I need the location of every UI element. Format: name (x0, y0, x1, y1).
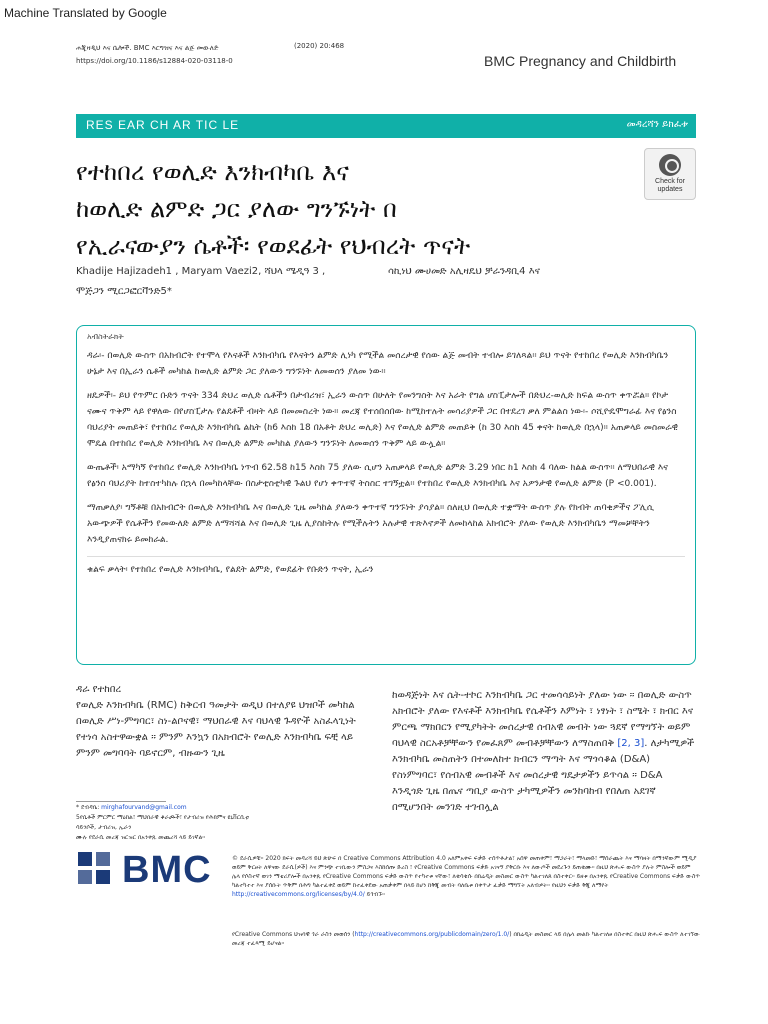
footnote-divider (76, 801, 166, 802)
abstract-conclusions: ማጠቃለያ፡ ግኝቶቹ በአክብሮት በወሊድ እንክብካቤ እና በወሊድ ጊዜ መካከል ያለውን ቀጥተኛ ግንኙነት ያሳያል። ስለዚህ በወሊድ ተቋማት ውስጥ ያሉ የክብት ጠባቂዎችና ፖሊሲ አውጭዎች የሴቶችን የመውለድ ልምድ ለማሻሻል እና በወሊድ ጊዜ ሊያስከትሉ የሚችሉትን አሉታዊ ተጽእኖዎች ለመከላከል አክብሮት ያለው የወሊድ እንክብካቤን ማመቻቸትን እንዲያጠናክሩ ይመከራል. (87, 503, 655, 545)
bmc-logo (76, 846, 236, 896)
translation-banner (0, 0, 768, 30)
license-body: © ደራሲዎቹ። 2020 ክፍት መዳረሻ ይህ ጽሁፍ በ Creative Commons Attribution 4.0 አለምአቀፍ ፍቃድ ተሰጥቶታል፣ አሰዋ መጠቀም፣ ማጋራት፣ ማላመድ፣ ማሰራጨት እና ማባዛት በማንኛውም ሚዲያ ወይም ቅርፀት ለዋናው ደራሲ(ዎች) እና ምንጭ ተገቢውን ምስጋና እስከሰጡ ድረስ ፣ የCreative Commons ፍቃድ አገናኝ ያቅርቡ እና ለውጦች መደረጉን ይጠቁሙ። በዚህ ጽሑፍ ውስጥ ያሉት ምስሎች ወይም ሌላ የሶስተኛ ወገን ማቴሪያሎች በአንቀጹ የCreative Commons ፍቃድ ውስጥ የተካተቱ ናቸው፣ ለቁሳቁሱ በክሬዲት መስመር ውስጥ ካልተገለጸ በስተቀር። ይዘቱ በአንቀጹ የCreative Commons ፍቃድ ውስጥ ካልተካተተ እና ያሰቡት ጥቅም በሕግ ካልተፈቀደ ወይም ከተፈቀደው አጠቃቀም በላይ ከሆነ ከቅጂ መብት ባለቤቱ በቀጥታ ፈቃድ ማግኘት አለብዎት። የዚህን ፍቃድ ቅጂ ለማየት (232, 855, 700, 889)
check-updates-line2: updates (657, 186, 683, 193)
authors-part3: ሞጅጋን ሚርጋፎርቫንድ5* (76, 286, 172, 297)
check-updates-line1: Check for (655, 178, 685, 185)
abstract-keywords: ቁልፍ ቃላት፡ የተከበረ የወሊድ እንክብካቤ, የልደት ልምድ, የወደፊት የቡድን ጥናት, ኢራን (87, 565, 374, 575)
reference-link[interactable]: [2, 3] (617, 738, 645, 749)
journal-name: BMC Pregnancy and Childbirth (484, 53, 677, 69)
footnotes (76, 803, 376, 843)
public-domain-url-link[interactable]: http://creativecommons.org/publicdomain/zero/1.0/ (354, 931, 510, 938)
body-left-column: ዳራ የተከበረ የወሊድ እንክብካቤ (RMC) ከቅርብ ዓመታት ወዲህ በተለያዩ ህዝቦች መካከል በወሊድ ሥነ-ምግባር፣ ስነ-ልቦናዊ፣ ማህበራዊ እና ባህላዊ ጉዳዮች አስፈላጊነት የተነሳ አስተዋውቋል ። ምንም እንኳን በአክብሮት የወሊድ እንክብካቤ ፍቺ ላይ ምንም መግባባት ባይኖርም, ብዙውን ጊዜ (76, 684, 356, 759)
public-domain-pre: የCreative Commons ህዝባዊ ጎራ ራስን መወሰን ( (232, 931, 355, 938)
bmc-logo-mark-icon (76, 846, 120, 896)
authors-part2: ሳኪነህ ሙሀመድ አሊዛዴህ ቻራንዳቢ4 እና (388, 266, 540, 277)
abstract-box (76, 325, 696, 665)
title-line: የተከበረ የወሊድ እንክብካቤ እና (76, 158, 350, 186)
banner-text: Machine Translated by Google (4, 6, 167, 20)
email-label: * ደብዳቤ: (76, 804, 102, 811)
title-line: ከወሊድ ልምድ ጋር ያለው ግንኙነት በ (76, 195, 397, 223)
check-for-updates-button[interactable] (644, 148, 696, 200)
article-title (76, 154, 636, 265)
footnote-affiliation: 5የሴቶች ምርምር ማዕከል፣ ማህበራዊ ቆራጮች፣ የታብሪዝ የሕክምና ዩኒቨርሲቲ (76, 814, 249, 821)
abstract-divider (87, 556, 685, 557)
article-type-bar (76, 114, 696, 138)
citation-year: (2020) 20:468 (294, 42, 345, 50)
abstract-heading: አብስትራክት (87, 332, 124, 341)
abstract-background: ዳራ፡- በወሊድ ውስጥ በአክብሮት የተሞላ የእናቶች እንክብካቤ የእናትን ልምድ ሊነካ የሚችል መሰረታዊ የሰው ልጅ መብት ተብሎ ይገለጻል። ይህ ጥናት የተከበረ የወሊድ እንክብካቤን ሁኔታ እና በኢራን ሴቶች መካከል ከወሊድ ልምድ ጋር ያለውን ግንኙነት ለመወሰን ያለመ ነው። (87, 351, 669, 377)
body-right-text-cont: . ለታካሚዎች እንክብካቤ መስጠትን በተመለከተ ክብርን ማጣት እና ማጎሳቆል (D&A) የስነምግባር፣ የሰብአዊ መብቶች እና መሰረታዊ ግዴታዎችን ይጥሳል ። D&A እንዲጎድ ጊዜ በጤና ጣቢያ ውስጥ ታካሚዎችን መንከባከብ የበለጠ አደገኛ በሚሆንበት መንገድ ተገብሏል (392, 738, 695, 813)
footnote-email-row (76, 803, 376, 813)
bmc-logo-text: BMC (122, 849, 212, 891)
email-link[interactable]: mirghafourvand@gmail.com (101, 804, 187, 811)
footnote-affiliation-cont: ሳይንሶች, ታብሪዝ, ኢራን (76, 824, 132, 831)
abstract-results: ውጤቶች፡ አማካኝ የተከበረ የወሊድ እንክብካቤ ነጥብ 62.58 ከ15 እስከ 75 ያለው ሲሆን አጠቃላይ የወሊድ ልምድ 3.29 ነበር ከ1 እስከ 4 ባለው ክልል ውስጥ። ለማህበራዊ እና የፅንስ ባህሪያት ከተስተካከሉ በኋላ በመካከላቸው በስታቲስቲካዊ ጉልህ የሆነ ቀጥተኛ ትስስር ተገኝቷል። የተከበረ የወሊድ እንክብካቤ እና አዎንታዊ የወሊድ ልምድ (P <0.001). (87, 463, 668, 489)
body-right-column (392, 688, 696, 816)
article-type: RES EAR CH AR TIC LE (86, 118, 240, 132)
public-domain-post: ) በክሬዲት መስመር ላይ በሌላ መልኩ ካልተገለፀ በስተቀር በዚህ ጽሑፍ ውስጥ ለተገኘው መረጃ ተፈጻሚ ይሆናል። (232, 931, 700, 947)
citation-authors: ሐጂዛዲህ እና ሴሎች. BMC እርግዝና እና ልጅ መውለድ (76, 44, 219, 52)
abstract-methods: ዘዴዎች፡- ይህ የጥምር ቡድን ጥናት 334 ድህረ ወሊድ ሴቶችን በታብሪዝ፣ ኢራን ውስጥ በሁለት የመንግስት እና አራት የግል ሆስፒታሎች በድህረ-ወሊድ ክፍል ውስጥ ቀጥሯል። የኮታ ናሙና ጥቅም ላይ የዋለው በየሆስፒታሉ የልደቶች ብዛት ላይ በመመስረት ነው። መረጃ የተሰበሰበው ከሚከተሉት መሳሪያዎች ጋር በተደረገ ቃለ ምልልስ ነው፡- ሶሺዮዴሞግራፊ እና የፅንስ ባህሪያት መጠይቅ፣ የተከበረ የወሊድ እንክብካቤ ልኬት (ከ6 እስከ 18 በአቶት ድህረ ወሊድ) እና የወሊድ ልምድ መጠይቅ (ከ 30 እስከ 45 ቀናት ከወሊድ በኋላ)። አጠቃላይ መስመራዊ ሞዴል በተከበረ የወሊድ እንክብካቤ እና በወሊድ ልምድ መካከል ያለውን ግንኙነት ለመወሰን ጥቅም ላይ ውሏል። (87, 391, 678, 449)
title-line: የኢራናውያን ሴቶች፡ የወደፊት የህብረት ጥናት (76, 232, 471, 260)
citation-meta (76, 42, 233, 68)
authors-part1: Khadije Hajizadeh1 , Maryam Vaezi2, ሻህላ ሜዲዓ 3 , (76, 266, 326, 277)
check-updates-icon (659, 154, 681, 176)
license-text (232, 854, 700, 899)
doi-link[interactable]: https://doi.org/10.1186/s12884-020-03118-0 (76, 57, 233, 65)
license-body-end: ይጎብኙ። (364, 891, 385, 898)
public-domain-text (232, 930, 700, 948)
license-url-link[interactable]: http://creativecommons.org/licenses/by/4.0/ (232, 891, 365, 898)
open-access-label: መዳረሻን ይክፈቱ (626, 119, 688, 130)
body-right-text: ከወዳጅነት እና ሴት-ተኮር እንክብካቤ ጋር ተመሳሳይነት ያለው ነው ። በወሊድ ውስጥ አክብሮት ያለው የእናቶች እንክብካቤ የሴቶችን እምነት ፣ ነፃነት ፣ ስሜት ፣ ክብር እና ምርጫ ማክበርን የሚያካትት መሰረታዊ ሰብአዊ መብት ነው ጓደኛ የማግኘት ወይም ባህላዊ ስርአቶቻቸውን የመፈጸም መብቶቻቸውን ለማስጠበቅ (392, 690, 694, 749)
footnote-author-info: ሙሉ የደራሲ መረጃ ዝርዝር በአንቀጹ መጨረሻ ላይ ይገኛል። (76, 834, 206, 841)
